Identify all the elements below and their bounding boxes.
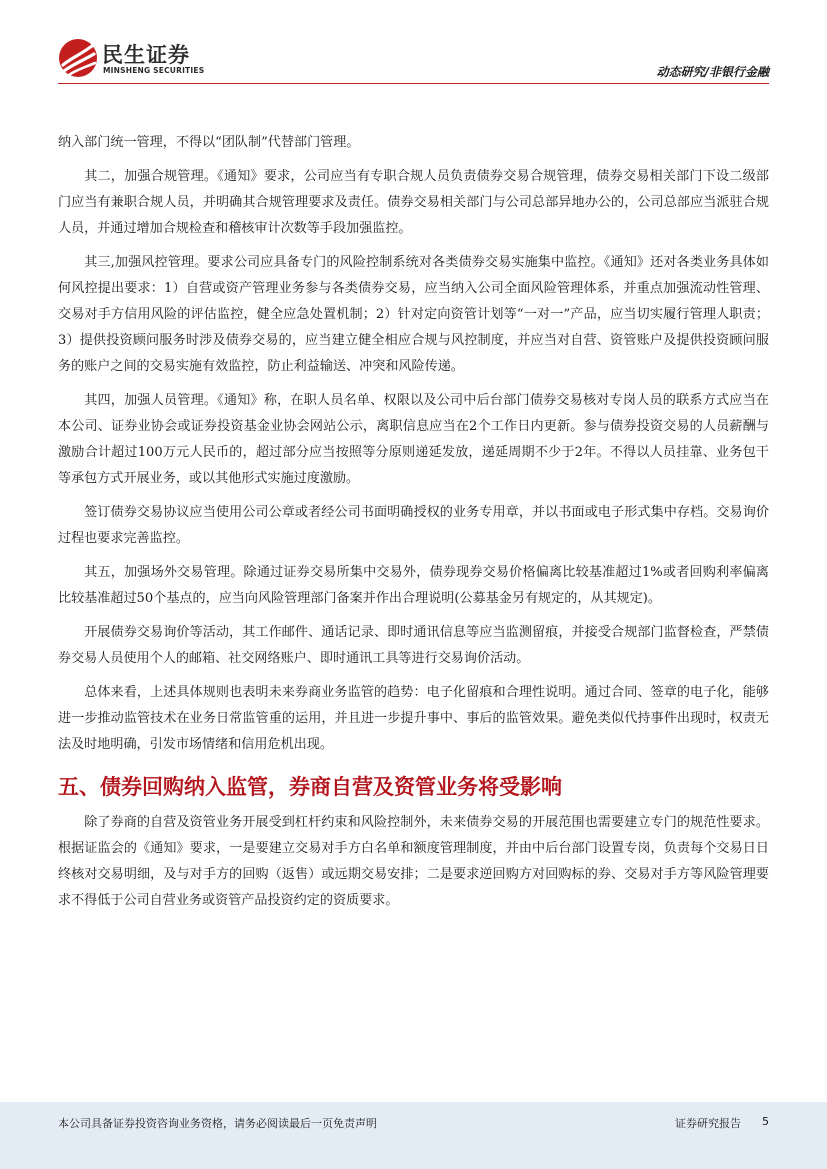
paragraph: 签订债券交易协议应当使用公司公章或者经公司书面明确授权的业务专用章，并以书面或电子形式集中存档。交易询价过程也要求完善监控。 — [58, 505, 769, 546]
paragraph: 纳入部门统一管理，不得以“团队制”代替部门管理。 — [58, 135, 360, 150]
paragraph: 其二，加强合规管理。《通知》要求，公司应当有专职合规人员负责债券交易合规管理，债券交易相关部门下设二级部门应当有兼职合规人员，并明确其合规管理要求及责任。债券交易相关部门与公司总部异地办公的，公司总部应当派驻合规人员，并通过增加合规检查和稽核审计次数等手段加强监控。 — [58, 169, 769, 236]
footer-disclaimer: 本公司具备证券投资咨询业务资格，请务必阅读最后一页免责声明 — [58, 1117, 377, 1130]
logo-english-name: MINSHENG SECURITIES — [103, 66, 205, 75]
minsheng-logo-icon — [58, 38, 98, 78]
paragraph: 其五，加强场外交易管理。除通过证券交易所集中交易外，债券现券交易价格偏离比较基准超过1%或者回购利率偏离比较基准超过50个基点的，应当向风险管理部门备案并作出合理说明(公募基金另有规定的，从其规定)。 — [58, 565, 769, 606]
logo-chinese-name: 民生证券 — [102, 43, 190, 67]
paragraph: 开展债券交易询价等活动，其工作邮件、通话记录、即时通讯信息等应当监测留痕，并接受合规部门监督检查，严禁债券交易人员使用个人的邮箱、社交网络账户、即时通讯工具等进行交易询价活动。 — [58, 625, 769, 666]
paragraph: 总体来看，上述具体规则也表明未来券商业务监管的趋势：电子化留痕和合理性说明。通过合同、签章的电子化，能够进一步推动监管技术在业务日常监管重的运用，并且进一步提升事中、事后的监管效果。避免类似代持事件出现时，权责无法及时地明确，引发市场情绪和信用危机出现。 — [58, 685, 769, 752]
paragraph: 除了券商的自营及资管业务开展受到杠杆约束和风险控制外，未来债券交易的开展范围也需要建立专门的规范性要求。根据证监会的《通知》要求，一是要建立交易对手方白名单和额度管理制度，并由中后台部门设置专岗，负责每个交易日日终核对交易明细，及与对手方的回购（返售）或远期交易安排；二是要求逆回购方对回购标的券、交易对手方等风险管理要求不得低于公司自营业务或资管产品投资约定的资质要求。 — [58, 815, 769, 908]
report-category: 动态研究/非银行金融 — [656, 65, 769, 79]
report-body — [58, 130, 769, 914]
page-number: 5 — [762, 1115, 769, 1128]
minsheng-logo — [58, 38, 233, 80]
footer-report-type: 证券研究报告 — [675, 1117, 741, 1130]
page-footer — [0, 1102, 827, 1169]
section-heading: 五、债券回购纳入监管，券商自营及资管业务将受影响 — [58, 775, 562, 799]
page-header — [0, 0, 827, 84]
paragraph: 其四，加强人员管理。《通知》称，在职人员名单、权限以及公司中后台部门债券交易核对专岗人员的联系方式应当在本公司、证券业协会或证券投资基金业协会网站公示，离职信息应当在2个工作日内更新。参与债券投资交易的人员薪酬与激励合计超过100万元人民币的，超过部分应当按照等分原则递延发放，递延周期不少于2年。不得以人员挂靠、业务包干等承包方式开展业务，或以其他形式实施过度激励。 — [58, 393, 769, 486]
header-divider — [58, 83, 769, 84]
paragraph: 其三,加强风控管理。要求公司应具备专门的风险控制系统对各类债券交易实施集中监控。《通知》还对各类业务具体如何风控提出要求：1）自营或资产管理业务参与各类债券交易，应当纳入公司全面风险管理体系，并重点加强流动性管理、交易对手方信用风险的评估监控，健全应急处置机制；2）针对定向资管计划等“一对一”产品，应当切实履行管理人职责；3）提供投资顾问服务时涉及债券交易的，应当建立健全相应合规与风控制度，并应当对自营、资管账户及提供投资顾问服务的账户之间的交易实施有效监控，防止利益输送、冲突和风险传递。 — [58, 255, 769, 374]
